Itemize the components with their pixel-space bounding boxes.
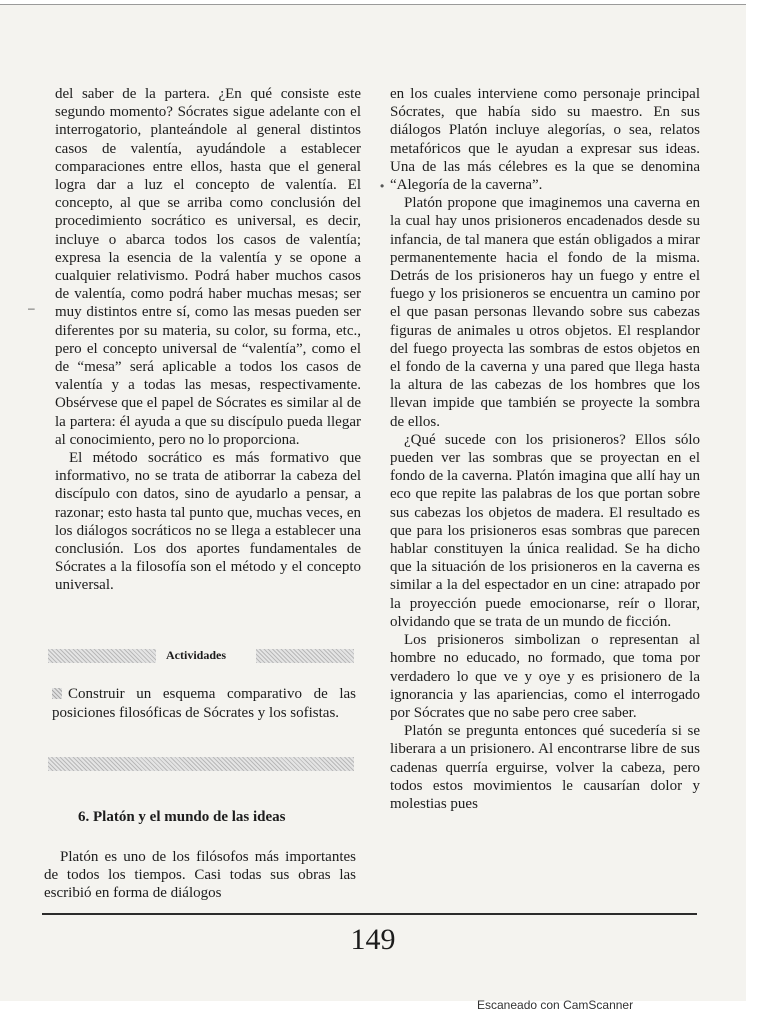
left-paragraph-2: El método socrático es más formativo que informativo, no se trata de atiborrar la cabeza del discípulo con datos, sino de ayudarlo a pensar, a razonar; esto hasta tal punto que, muchas veces, en los diálogos socráticos no se llega a establecer una conclusión. Los dos aportes fundamentales de Sócrates a la filosofía son el método y el concepto universal.	[55, 450, 361, 594]
right-paragraph-5: Platón se pregunta entonces qué sucedería si se liberara a un prisionero. Al encontrarse libre de sus cadenas querría erguirse, volver la cabeza, pero todos estos movimientos le causarían dolor y molestias pues	[390, 723, 700, 812]
margin-mark: •	[380, 179, 385, 193]
right-column	[390, 85, 700, 813]
activity-task	[52, 685, 356, 722]
activities-footer	[48, 757, 354, 771]
book-page	[0, 4, 746, 1001]
page-number: 149	[350, 923, 396, 956]
scanner-watermark: Escaneado con CamScanner	[477, 998, 634, 1012]
left-paragraph-1: del saber de la partera. ¿En qué consiste este segundo momento? Sócrates sigue adelante con el interrogatorio, planteándole al general distintos casos de valentía, ayudándole a establecer comparaciones entre ellos, hasta que el general logra dar a luz el concepto de valentía. El concepto, al que se arriba como conclusión del procedimiento socrático es universal, es decir, incluye o abarca todos los casos de valentía; expresa la esencia de la valentía y se opone a cualquier relativismo. Podrá haber muchos casos de valentía, como podrá haber muchas mesas; ser muy distintos entre sí, como las mesas pueden ser diferentes por su materia, su color, su forma, etc., pero el concepto universal de “valentía”, como el de “mesa” será aplicable a todos los casos de valentía y a todas las mesas, respectivamente. Obsérvese que el papel de Sócrates es similar al de la partera: él ayuda a que su discípulo pueda llegar al conocimiento, pero no lo proporciona.	[55, 86, 361, 448]
activities-header	[48, 649, 354, 663]
right-paragraph-2: Platón propone que imaginemos una caverna en la cual hay unos prisioneros encadenados desde su infancia, de tal manera que están obligados a mirar permanentemente hacia el fondo de la misma. Detrás de los prisioneros hay un fuego y entre el fuego y los prisioneros se encuentra un camino por el que pasan personas llevando sobre sus cabezas figuras de animales u otros objetos. El resplandor del fuego proyecta las sombras de estos objetos en el fondo de la caverna y una pared que llega hasta la altura de las cabezas de los hombres que los llevan impide que también se proyecte la sombra de ellos.	[390, 195, 700, 430]
section-title: 6. Platón y el mundo de las ideas	[78, 809, 286, 825]
section-paragraph: Platón es uno de los filósofos más importantes de todos los tiempos. Casi todas sus obras las escribió en forma de diálogos	[44, 849, 356, 902]
right-paragraph-4: Los prisioneros simbolizan o representan al hombre no educado, no formado, que toma por verdadero lo que ve y oye y es prisionero de la ignorancia y las apariencias, como el interrogado por Sócrates que no sabe pero cree saber.	[390, 632, 700, 721]
right-paragraph-1: en los cuales interviene como personaje principal Sócrates, que había sido su maestro. En sus diálogos Platón incluye alegorías, o sea, relatos metafóricos que le ayudan a expresar sus ideas. Una de las más célebres es la que se denomina “Alegoría de la caverna”.	[390, 86, 700, 194]
hatch-decoration-left	[48, 649, 156, 663]
hatch-decoration-bottom	[48, 757, 354, 771]
bullet-square-icon	[52, 688, 62, 699]
footer-rule	[42, 913, 697, 915]
right-paragraph-3: ¿Qué sucede con los prisioneros? Ellos sólo pueden ver las sombras que se proyectan en el fondo de la caverna. Platón imagina que allí hay un eco que repite las palabras de los que portan sobre sus cabezas los objetos de madera. El resultado es que para los prisioneros esas sombras que parecen hablar constituyen la única realidad. Se ha dicho que la situación de los prisioneros en la caverna es similar a la del espectador en un cine: atrapado por la proyección puede emocionarse, reír o llorar, olvidando que se trata de un mundo de ficción.	[390, 431, 700, 630]
activities-heading: Actividades	[166, 648, 226, 662]
hatch-decoration-right	[256, 649, 354, 663]
activity-task-text: Construir un esquema comparativo de las posiciones filosóficas de Sócrates y los sofistas.	[52, 686, 356, 721]
margin-mark: –	[28, 301, 35, 315]
left-column	[55, 85, 361, 595]
